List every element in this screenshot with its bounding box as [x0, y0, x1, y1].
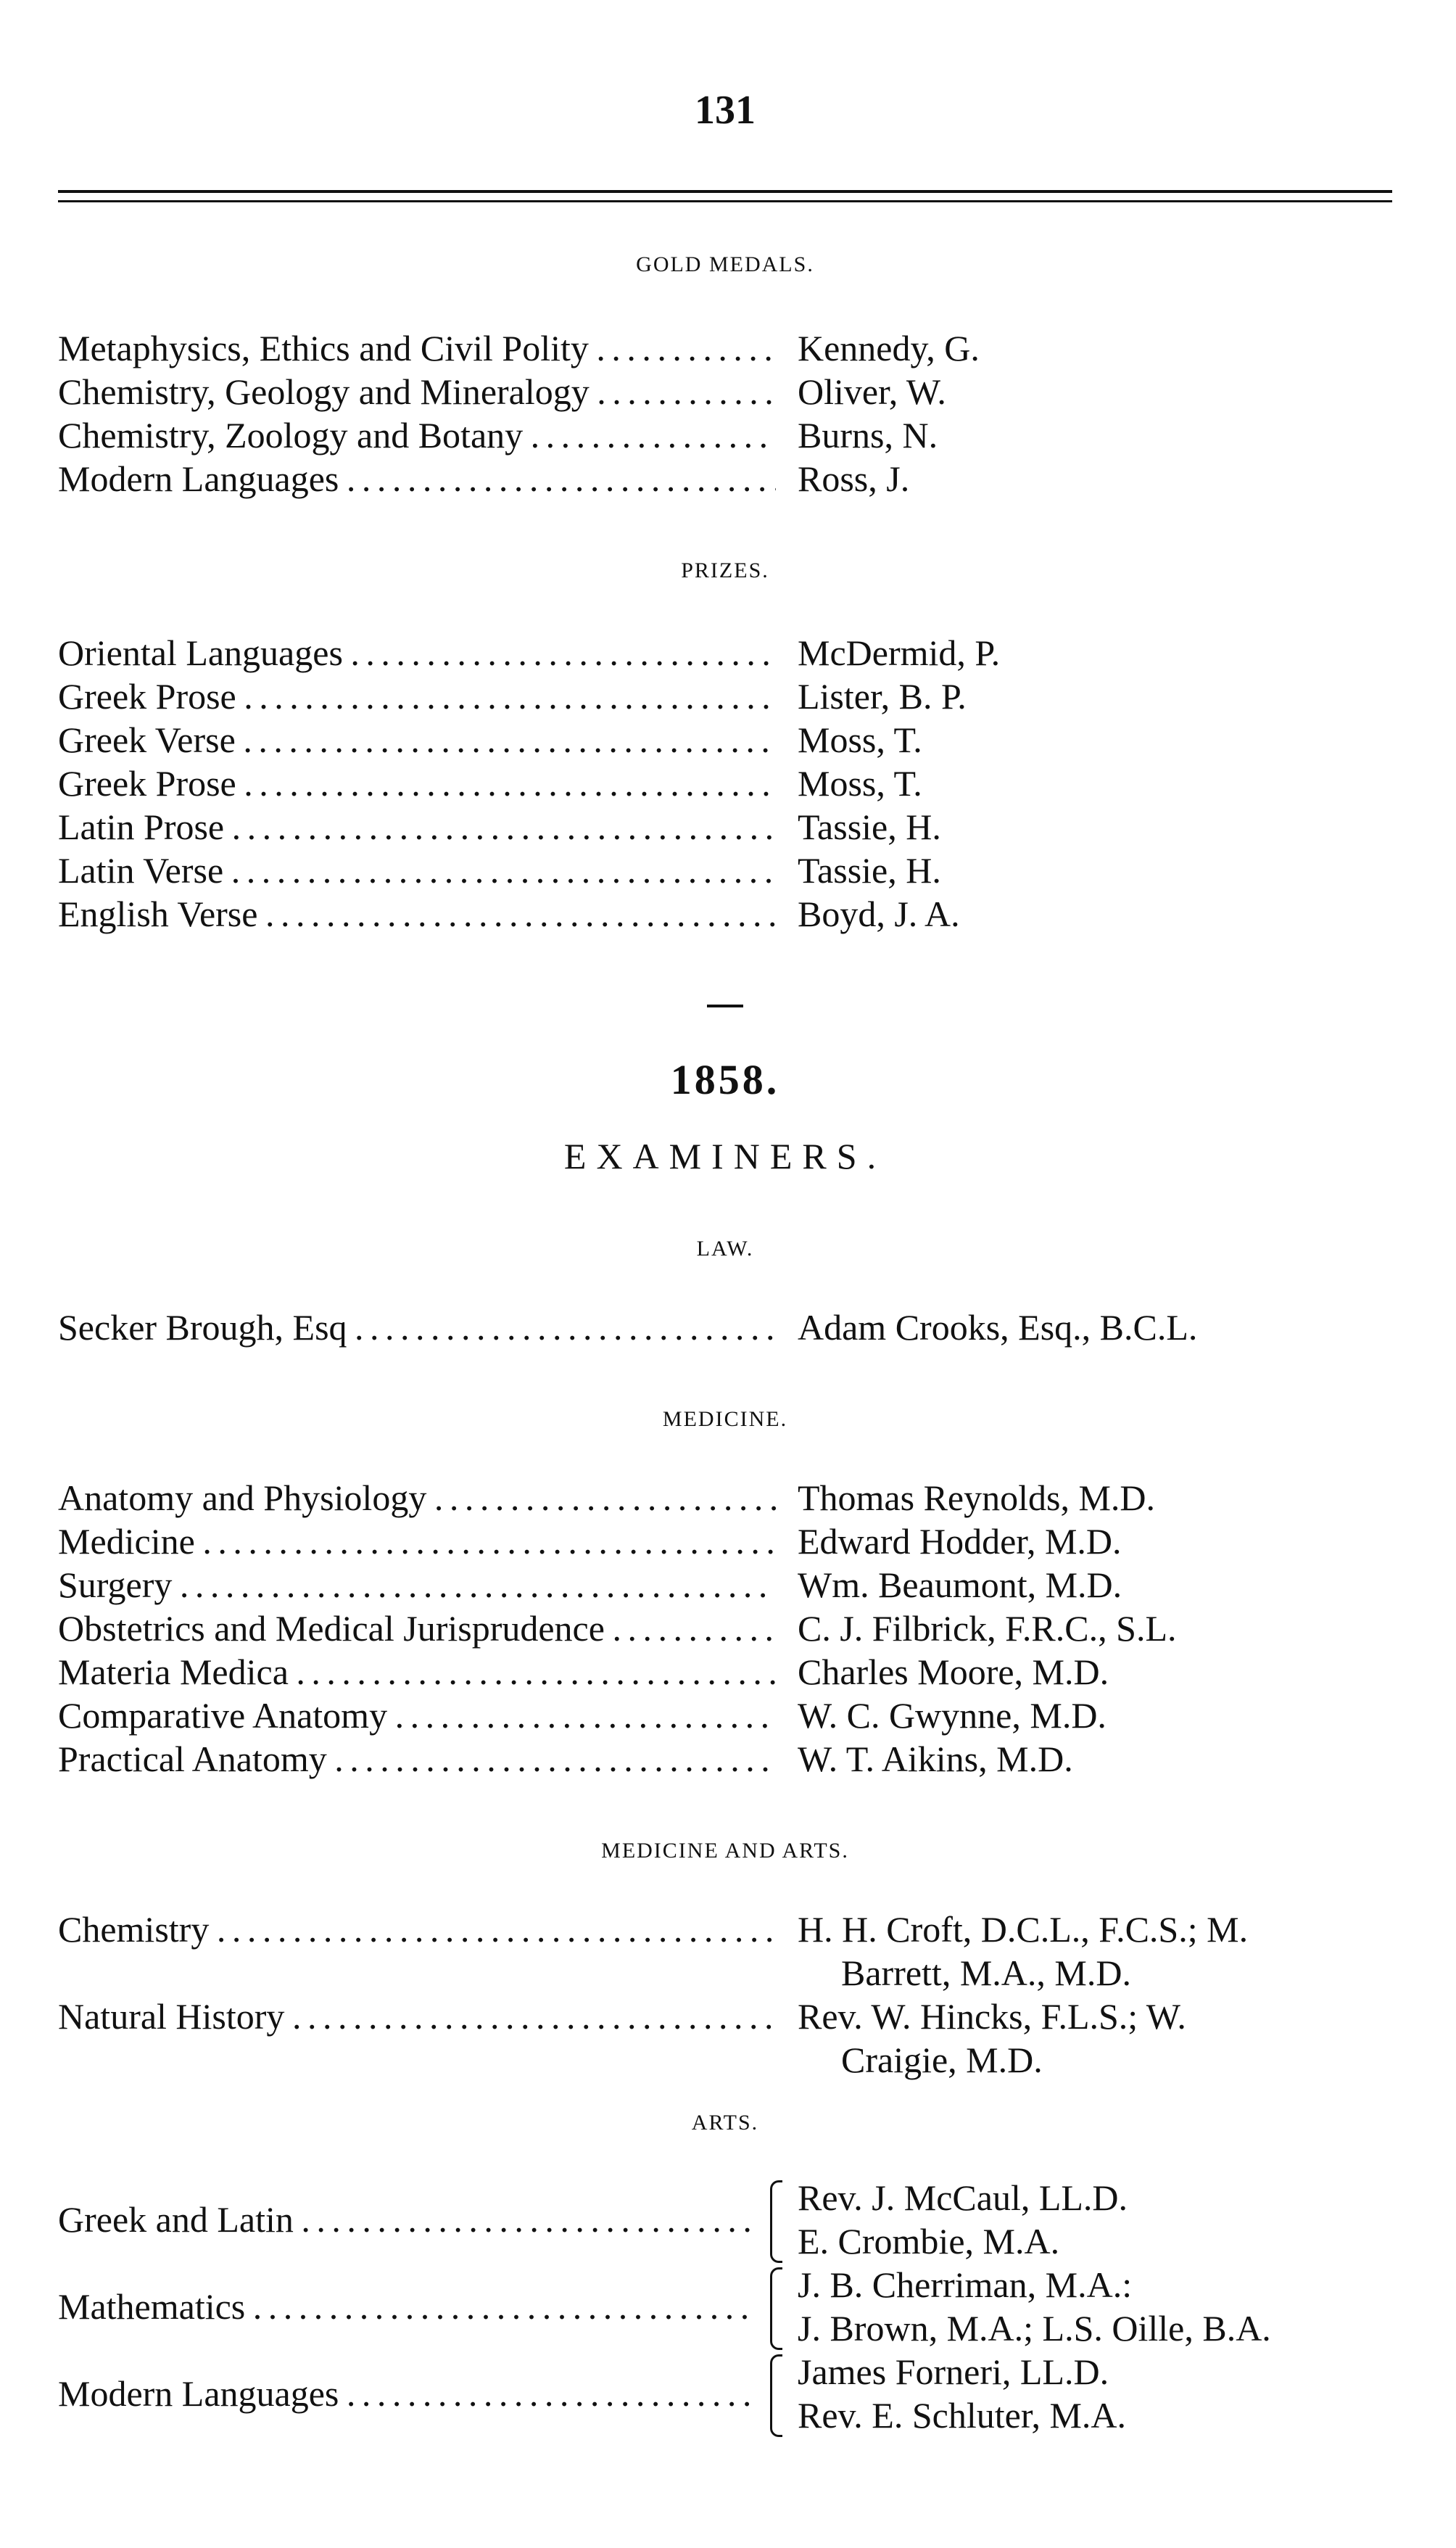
entry-name: Oliver, W.	[798, 371, 946, 412]
list-item	[58, 2350, 1392, 2436]
entry-subject: Latin Verse . . .	[58, 849, 776, 892]
entry-name-line: James Forneri, LL.D.	[798, 2351, 1109, 2392]
entry-subject: Greek Prose . . .	[58, 762, 776, 805]
entry-subject: Medicine . . .	[58, 1520, 776, 1563]
list-item	[58, 849, 1392, 892]
entry-subject: Surgery . . .	[58, 1563, 776, 1607]
entry-name-line: J. B. Cherriman, M.A.:	[798, 2264, 1133, 2305]
list-item	[58, 1694, 1392, 1737]
entry-subject: English Verse . . .	[58, 892, 776, 936]
entry-name	[798, 2263, 1271, 2350]
list-item	[58, 1737, 1392, 1781]
list-item	[58, 457, 1392, 500]
list-item	[58, 631, 1392, 675]
entry-name: Moss, T.	[798, 763, 922, 804]
entry-name: Adam Crooks, Esq., B.C.L.	[798, 1307, 1198, 1348]
header-rule-top	[58, 190, 1392, 193]
entry-name-line: H. H. Croft, D.C.L., F.C.S.; M.	[798, 1909, 1249, 1950]
page-number: 131	[695, 88, 756, 133]
header-rule-bottom	[58, 200, 1392, 202]
entry-subject: Modern Languages . . .	[58, 457, 776, 500]
brace-icon	[770, 2180, 782, 2263]
entry-subject: Practical Anatomy . . .	[58, 1737, 776, 1781]
list-item	[58, 370, 1392, 413]
entry-name-line: Barrett, M.A., M.D.	[841, 1953, 1131, 1993]
entry-subject: Metaphysics, Ethics and Civil Polity . . .	[58, 326, 776, 370]
entry-name: Boyd, J. A.	[798, 894, 960, 934]
entry-name	[798, 2350, 1126, 2437]
medicine-and-arts-heading: MEDICINE AND ARTS.	[601, 1839, 849, 1863]
list-item	[58, 2263, 1392, 2349]
list-item	[58, 1563, 1392, 1607]
entry-name: Burns, N.	[798, 415, 938, 455]
entry-subject: Chemistry, Zoology and Botany . . .	[58, 413, 776, 457]
list-item	[58, 1607, 1392, 1650]
gold-medals-heading: GOLD MEDALS.	[636, 252, 814, 276]
entry-name: W. C. Gwynne, M.D.	[798, 1695, 1107, 1736]
entry-subject: Obstetrics and Medical Jurisprudence . . .	[58, 1607, 776, 1650]
entry-subject: Oriental Languages . . .	[58, 631, 776, 675]
examiners-heading: EXAMINERS.	[563, 1136, 887, 1176]
entry-name: W. T. Aikins, M.D.	[798, 1739, 1073, 1779]
entry-name-line: Rev. E. Schluter, M.A.	[798, 2395, 1127, 2436]
list-item	[58, 805, 1392, 849]
entry-name: McDermid, P.	[798, 632, 1001, 673]
entry-name-line: J. Brown, M.A.; L.S. Oille, B.A.	[798, 2308, 1271, 2349]
entry-name: Thomas Reynolds, M.D.	[798, 1477, 1156, 1518]
list-item	[58, 718, 1392, 762]
entry-subject: Chemistry . . .	[58, 1908, 776, 1951]
entry-subject: Comparative Anatomy . . .	[58, 1694, 776, 1737]
entry-name-line: Rev. J. McCaul, LL.D.	[798, 2177, 1128, 2218]
brace-icon	[770, 2354, 782, 2437]
entry-name: Tassie, H.	[798, 807, 941, 847]
entry-name-line: Craigie, M.D.	[841, 2040, 1043, 2080]
list-item	[58, 413, 1392, 457]
entry-subject: Latin Prose . . .	[58, 805, 776, 849]
entry-subject: Chemistry, Geology and Mineralogy . . .	[58, 370, 776, 413]
entry-name: Ross, J.	[798, 458, 910, 499]
entry-subject: Anatomy and Physiology . . .	[58, 1476, 776, 1520]
list-item	[58, 1650, 1392, 1694]
medicine-heading: MEDICINE.	[662, 1407, 788, 1431]
entry-subject: Natural History . . .	[58, 1995, 776, 2038]
entry-name: Lister, B. P.	[798, 676, 967, 717]
arts-heading: ARTS.	[691, 2111, 759, 2135]
entry-name	[798, 2176, 1128, 2263]
list-item	[58, 892, 1392, 936]
list-item	[58, 1995, 1392, 2080]
list-item	[58, 2176, 1392, 2262]
entry-name	[798, 1995, 1186, 2082]
brace-icon	[770, 2267, 782, 2350]
list-item	[58, 1306, 1392, 1349]
entry-name: C. J. Filbrick, F.R.C., S.L.	[798, 1608, 1177, 1649]
list-item	[58, 1476, 1392, 1520]
entry-name-line: Rev. W. Hincks, F.L.S.; W.	[798, 1996, 1186, 2037]
entry-name	[798, 1908, 1248, 1995]
entry-subject: Mathematics . . .	[58, 2285, 754, 2328]
list-item	[58, 675, 1392, 718]
entry-name: Tassie, H.	[798, 850, 941, 891]
section-divider	[707, 1005, 743, 1007]
entry-name: Kennedy, G.	[798, 328, 980, 368]
entry-subject: Modern Languages . . .	[58, 2372, 754, 2415]
entry-name: Edward Hodder, M.D.	[798, 1521, 1122, 1562]
list-item	[58, 1908, 1392, 1993]
list-item	[58, 326, 1392, 370]
entry-subject: Greek and Latin . . .	[58, 2198, 754, 2241]
law-heading: LAW.	[696, 1237, 754, 1261]
prizes-heading: PRIZES.	[681, 558, 769, 582]
list-item	[58, 1520, 1392, 1563]
entry-subject: Greek Prose . . .	[58, 675, 776, 718]
entry-name: Wm. Beaumont, M.D.	[798, 1564, 1122, 1605]
entry-subject: Greek Verse . . .	[58, 718, 776, 762]
entry-name-line: E. Crombie, M.A.	[798, 2221, 1060, 2262]
entry-subject: Materia Medica . . .	[58, 1650, 776, 1694]
entry-subject: Secker Brough, Esq . . .	[58, 1306, 776, 1349]
entry-name: Moss, T.	[798, 720, 922, 760]
list-item	[58, 762, 1392, 805]
entry-name: Charles Moore, M.D.	[798, 1652, 1109, 1692]
year-heading: 1858.	[670, 1056, 780, 1103]
